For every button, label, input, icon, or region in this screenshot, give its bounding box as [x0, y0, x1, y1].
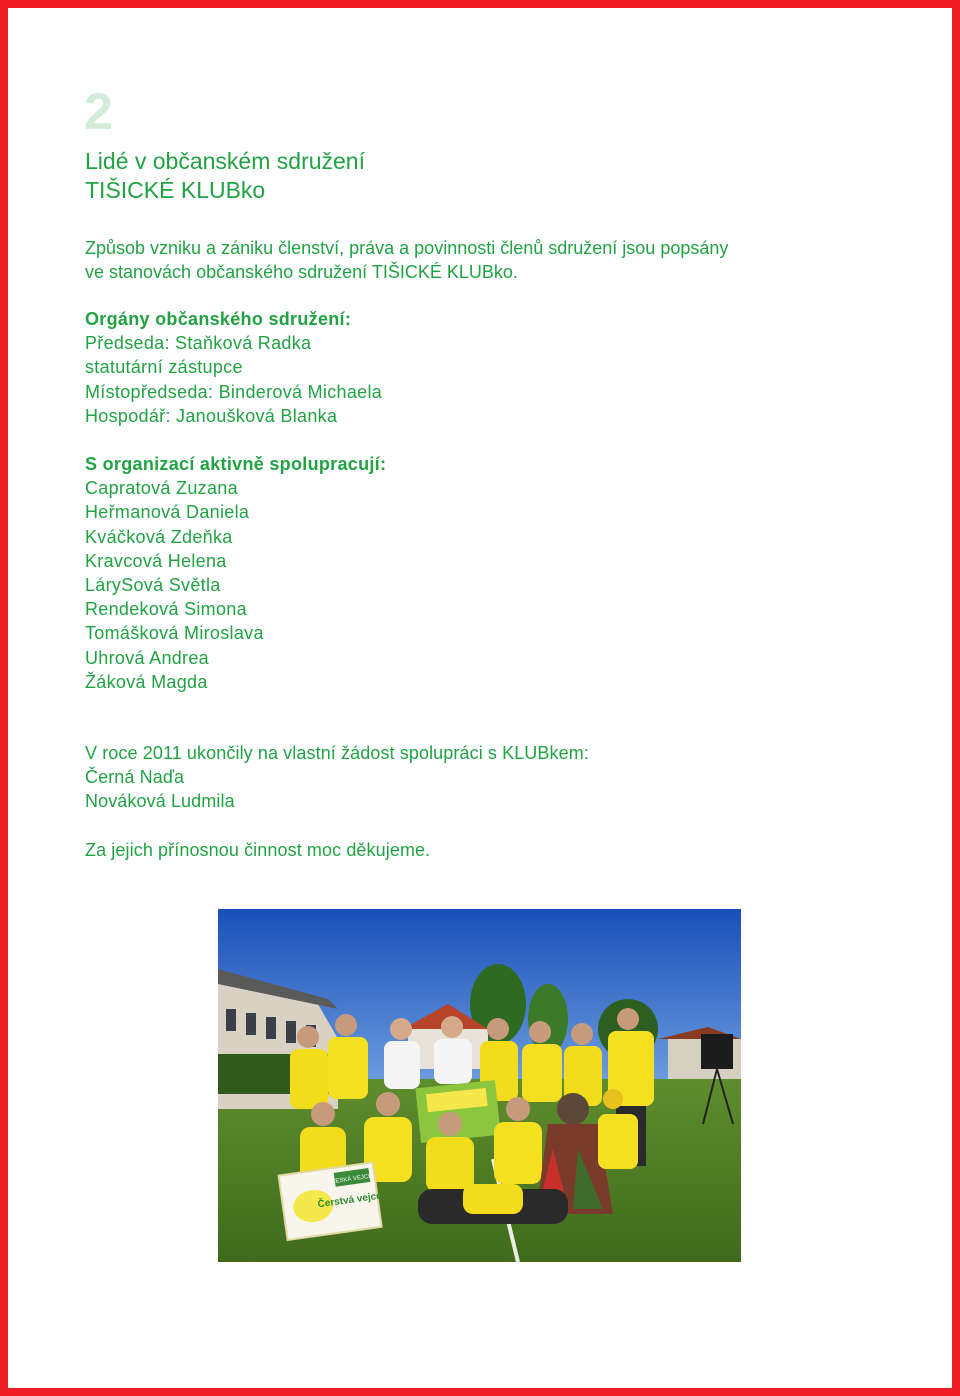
- partners-section: [85, 452, 386, 694]
- organs-line: Předseda: Staňková Radka: [85, 333, 312, 354]
- left-members-section: [85, 741, 589, 814]
- page-title-line-2: TIŠICKÉ KLUBko: [85, 177, 266, 203]
- intro-line-1: Způsob vzniku a zániku členství, práva a povinnosti členů sdružení jsou popsány: [85, 238, 729, 258]
- organs-line: statutární zástupce: [85, 357, 243, 378]
- thanks-text: Za jejich přínosnou činnost moc děkujeme.: [85, 840, 431, 860]
- partner-name: Tomášková Miroslava: [85, 623, 264, 644]
- photo-box-label-1: ČESKÁ VEJCE: [330, 1173, 373, 1186]
- left-member-name: Nováková Ludmila: [85, 791, 235, 812]
- left-members-heading: V roce 2011 ukončily na vlastní žádost spolupráci s KLUBkem:: [85, 743, 589, 763]
- page-title-line-1: Lidé v občanském sdružení: [85, 148, 365, 174]
- partner-name: Kváčková Zdeňka: [85, 526, 233, 547]
- partner-name: LárySová Světla: [85, 575, 221, 596]
- intro-line-2: ve stanovách občanského sdružení TIŠICKÉ KLUBko.: [85, 262, 518, 282]
- organs-line: Hospodář: Janoušková Blanka: [85, 405, 338, 426]
- partner-name: Kravcová Helena: [85, 550, 227, 571]
- partner-name: Heřmanová Daniela: [85, 502, 250, 523]
- organs-line: Místopředseda: Binderová Michaela: [85, 381, 383, 402]
- intro-paragraph: [85, 236, 728, 284]
- organs-heading: Orgány občanského sdružení:: [85, 309, 352, 329]
- left-member-name: Černá Naďa: [85, 767, 185, 788]
- partner-name: Capratová Zuzana: [85, 478, 238, 499]
- group-photo: [218, 909, 741, 1262]
- page-title: [85, 147, 365, 205]
- partner-name: Uhrová Andrea: [85, 647, 209, 668]
- partner-name: Rendeková Simona: [85, 599, 247, 620]
- organs-section: [85, 307, 382, 428]
- partner-name: Žáková Magda: [85, 671, 208, 692]
- photo-box-label-2: Čerstvá vejce: [317, 1190, 383, 1211]
- page-number: 2: [84, 83, 113, 141]
- partners-heading: S organizací aktivně spolupracují:: [85, 454, 387, 474]
